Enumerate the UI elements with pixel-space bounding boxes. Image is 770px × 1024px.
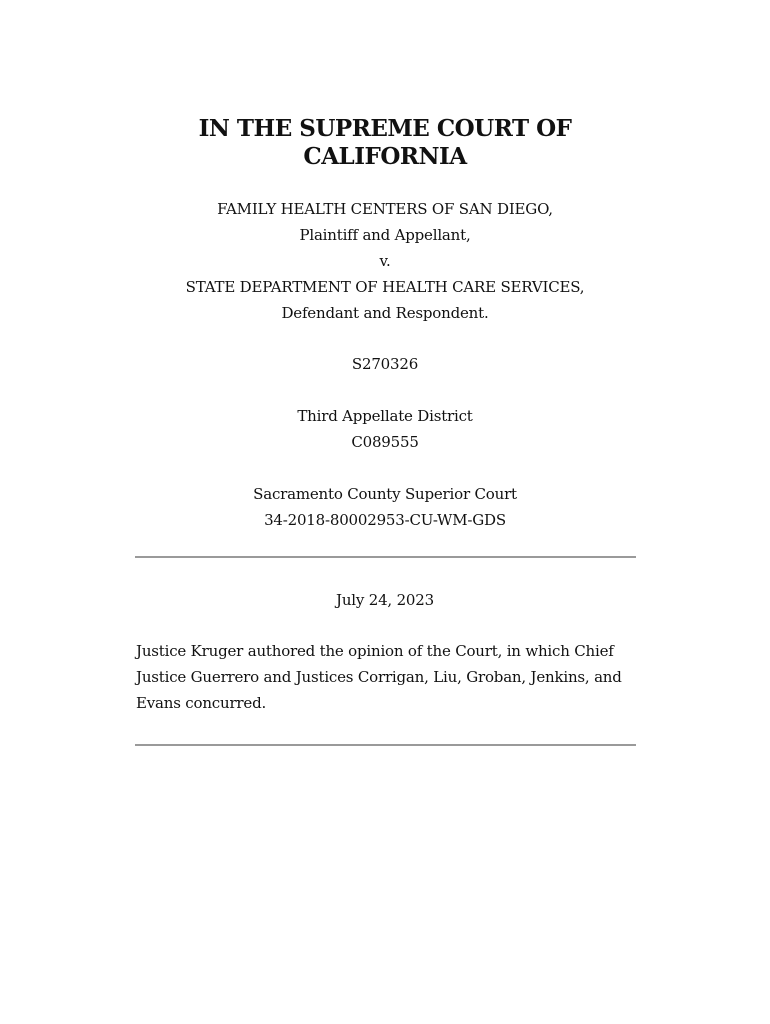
- defendant-name: STATE DEPARTMENT OF HEALTH CARE SERVICES,: [185, 278, 585, 296]
- appellate-number: C089555: [351, 433, 419, 451]
- plaintiff-role: Plaintiff and Appellant,: [299, 226, 471, 244]
- divider-top: [135, 556, 636, 558]
- versus: v.: [379, 252, 391, 270]
- plaintiff-name: FAMILY HEALTH CENTERS OF SAN DIEGO,: [217, 200, 553, 218]
- defendant-role: Defendant and Respondent.: [281, 304, 489, 322]
- superior-court-number: 34-2018-80002953-CU-WM-GDS: [264, 511, 506, 529]
- opinion-authorship: Justice Kruger authored the opinion of the Court, in which Chief Justice Guerrero and Justices Corrigan, Liu, Groban, Jenkins, and Evans concurred.: [136, 642, 622, 712]
- court-title-line2: CALIFORNIA: [303, 143, 467, 170]
- opinion-date: July 24, 2023: [336, 591, 434, 609]
- superior-court: Sacramento County Superior Court: [253, 485, 517, 503]
- appellate-district: Third Appellate District: [297, 407, 473, 425]
- case-number: S270326: [351, 355, 419, 373]
- divider-bottom: [135, 744, 636, 746]
- court-title-line1: IN THE SUPREME COURT OF: [198, 115, 572, 142]
